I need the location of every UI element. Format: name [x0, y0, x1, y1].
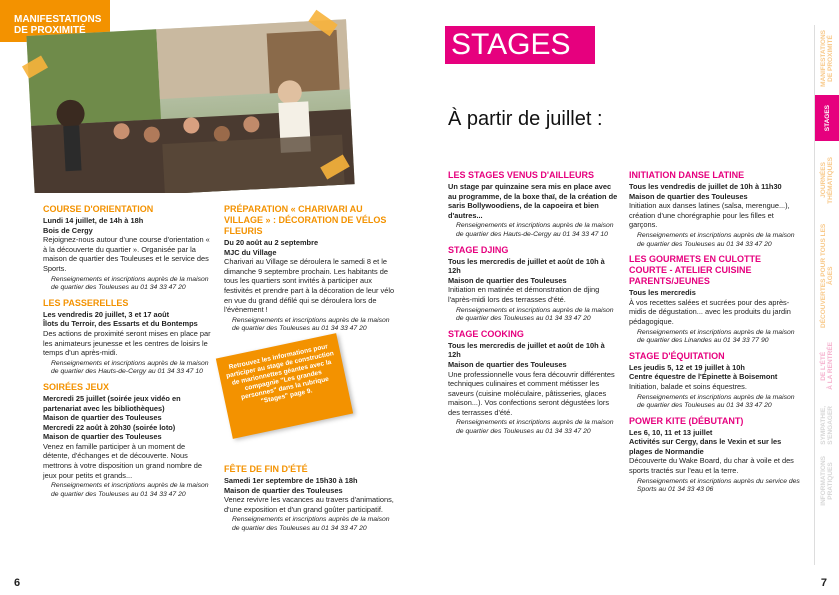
sidebar-tab[interactable]	[815, 455, 839, 506]
event-contact-note: Renseignements et inscriptions auprès de la maison de quartier des Touleuses au 01 34 33 47 20	[232, 316, 390, 333]
section-tag-line2: DE PROXIMITÉ	[14, 25, 86, 36]
event-block	[448, 329, 618, 437]
event-description: Des actions de proximité seront mises en place par les animateurs jeunesse et les centres de loisirs le temps d'un après-midi.	[43, 328, 211, 358]
event-detail: Les jeudis 5, 12 et 19 juillet à 10h	[629, 362, 745, 372]
event-description: Venez revivre les vacances au travers d'animations, d'une exposition et d'un grand goûter participatif.	[224, 495, 394, 514]
event-detail: Tous les mercredis de juillet et août de 10h à 12h	[448, 256, 605, 276]
sidebar-tab[interactable]	[815, 335, 839, 396]
sidebar-tab[interactable]	[815, 95, 839, 141]
sidebar-tab-label: DE L'ÉTÉ À LA RENTRÉE	[820, 341, 834, 390]
event-description: Charivari au Village se déroulera le samedi 8 et le dimanche 9 septembre prochain. Les habitants de tous les quartiers sont invités à participer aux festivités et prendre part à la décoration de leur vélo en vue du grand défilé qui se déroulera lors de l'évènement !	[224, 257, 395, 315]
event-detail: Tous les mercredis	[629, 288, 696, 298]
event-contact-note: Renseignements et inscriptions auprès de la maison de quartier des Touleuses au 01 34 33 47 20	[51, 275, 209, 292]
event-contact-note: Renseignements et inscriptions auprès de la maison de quartier des Touleuses au 01 34 33 47 20	[232, 516, 390, 532]
event-contact-note: Renseignements et inscriptions auprès de la maison de quartier des Touleuses au 01 34 33 47 20	[456, 306, 614, 323]
sidebar-tab-label: SYMPATHIE, S'ENGAGER	[820, 406, 834, 445]
event-description: À vos recettes salées et sucrées pour des après-midis de dégustation... avec les produits du jardin pédagogique.	[629, 297, 791, 326]
event-description: Initiation aux danses latines (salsa, merengue...), création d'une chorégraphie pour les filles et garçons.	[629, 201, 790, 230]
sidebar-tab-label: DÉCOUVERTES POUR TOUS LES ÂGES	[820, 223, 834, 328]
right-column-1	[448, 170, 618, 442]
event-contact-note: Renseignements et inscriptions auprès de la maison de quartier des Touleuses au 01 34 33 47 20	[51, 482, 209, 498]
event-detail: Les vendredis 20 juillet, 3 et 17 août	[43, 309, 170, 319]
event-title: STAGE COOKING	[448, 328, 524, 339]
event-block	[43, 298, 211, 377]
page-number: 7	[820, 577, 827, 589]
event-title: INITIATION DANSE LATINE	[629, 170, 745, 180]
event-description: Découverte du Wake Board, du char à voile et des sports tractés sur l'eau et la terre.	[629, 456, 794, 476]
event-title: FÊTE DE FIN D'ÉTÉ	[224, 463, 308, 474]
event-detail: Tous les mercredis de juillet et août de 10h à 12h	[448, 340, 605, 360]
sidebar-tab[interactable]	[815, 220, 839, 331]
event-detail: Centre équestre de l'Épinette à Boisemont	[629, 372, 778, 382]
event-contact-note: Renseignements et inscriptions auprès du service des Sports au 01 34 33 43 06	[637, 477, 800, 494]
sidebar-tab-label: JOURNÉES THÉMATIQUES	[820, 157, 834, 204]
event-contact-note: Renseignements et inscriptions auprès de la maison de quartier des Hauts-de-Cergy au 01 34 33 47 10	[456, 222, 614, 238]
event-detail: Maison de quartier des Touleuses	[629, 191, 748, 201]
left-column-1	[43, 204, 211, 504]
event-contact-note: Renseignements et inscriptions auprès de la maison de quartier des Hauts-de-Cergy au 01 34 33 47 10	[51, 359, 209, 376]
event-title: LES PASSERELLES	[43, 297, 129, 308]
sidebar-tab[interactable]	[815, 145, 839, 216]
sidebar-tab-label: STAGES	[823, 104, 831, 132]
event-detail: MJC du Village	[224, 247, 277, 257]
event-block	[629, 416, 801, 495]
event-detail: Un stage par quinzaine sera mis en place avec au programme, de la boxe thaï, de la création de saris Bollywoodiens, de la capoeira et bien d'autres...	[448, 182, 618, 220]
event-detail: Maison de quartier des Touleuses	[43, 413, 162, 423]
section-tag-line1: MANIFESTATIONS	[14, 14, 102, 25]
event-title: LES STAGES VENUS D'AILLEURS	[448, 170, 594, 180]
event-block	[448, 170, 618, 240]
event-detail: Îlots du Terroir, des Essarts et du Bontemps	[43, 319, 198, 329]
event-detail: Bois de Cergy	[43, 225, 93, 235]
event-description: Une professionnelle vous fera découvrir différentes techniques culinaires et comment métisser les saveurs (cuisine moléculaire, pâtisseries, glaces maison...). Vos confections seront dégustées lors des terrasses d'été.	[448, 369, 615, 417]
sidebar-tab[interactable]	[815, 400, 839, 451]
event-block	[448, 245, 618, 324]
event-description: Initiation en matinée et démonstration de djing l'après-midi lors des terrasses d'été.	[448, 285, 600, 304]
event-block	[224, 464, 396, 534]
sidebar-tab[interactable]	[815, 25, 839, 91]
event-detail: Activités sur Cergy, dans le Vexin et sur les plages de Normandie	[629, 437, 782, 456]
page-title: STAGES	[445, 26, 595, 64]
event-contact-note: Renseignements et inscriptions auprès de la maison de quartier des Linandes au 01 34 33 77 90	[637, 328, 795, 345]
event-title: PRÉPARATION « CHARIVARI AU VILLAGE » : DÉCORATION DE VÉLOS FLEURIS	[224, 204, 387, 236]
event-photo	[10, 8, 355, 193]
event-description: Venez en famille participer à un moment de détente, d'échanges et de découverte. Nous mettrons à votre disposition un grand nombre de jeux pour petits et grands...	[43, 441, 202, 480]
event-detail: Maison de quartier des Touleuses	[224, 485, 343, 495]
event-detail: Mercredi 25 juillet (soirée jeux vidéo en partenariat avec les bibliothèques)	[43, 393, 181, 413]
event-contact-note: Renseignements et inscriptions auprès de la maison de quartier des Touleuses au 01 34 33 47 20	[456, 419, 614, 436]
event-detail: Maison de quartier des Touleuses	[43, 432, 162, 442]
event-block	[629, 351, 801, 411]
event-block	[224, 204, 396, 334]
event-detail: Maison de quartier des Touleuses	[448, 275, 567, 285]
event-description: Rejoignez-nous autour d'une course d'orientation « à la découverte du quartier ». Organisée par la maison de quartier des Touleuses et le service des Sports.	[43, 235, 210, 273]
sticky-note-text: Retrouvez les informations pour participer au stage de construction de marionnettes géantes avec la compagnie "Les grandes personnes" dans la rubrique "Stages" page 9.	[225, 343, 335, 406]
sidebar-tab-label: MANIFESTATIONS DE PROXIMITÉ	[820, 29, 834, 87]
subtitle: À partir de juillet :	[448, 108, 603, 130]
event-detail: Maison de quartier des Touleuses	[448, 359, 567, 369]
right-page	[420, 0, 839, 595]
event-detail: Samedi 1er septembre de 15h30 à 18h	[224, 475, 358, 485]
event-title: STAGE D'ÉQUITATION	[629, 350, 725, 361]
event-title: POWER KITE (DÉBUTANT)	[629, 415, 744, 426]
event-title: COURSE D'ORIENTATION	[43, 204, 154, 214]
page-number: 6	[14, 577, 21, 589]
section-sidebar	[815, 25, 839, 565]
event-block	[629, 170, 801, 249]
event-detail: Tous les vendredis de juillet de 10h à 11h30	[629, 182, 782, 191]
event-contact-note: Renseignements et inscriptions auprès de la maison de quartier des Touleuses au 01 34 33 47 20	[637, 231, 795, 248]
event-block	[629, 254, 801, 346]
event-detail: Les 6, 10, 11 et 13 juillet	[629, 427, 713, 437]
right-column-2	[629, 170, 801, 500]
event-title: STAGE DJING	[448, 244, 509, 255]
event-detail: Du 20 août au 2 septembre	[224, 238, 319, 247]
event-description: Initiation, balade et soins équestres.	[629, 381, 747, 391]
event-block	[43, 382, 211, 500]
sidebar-tab-label: INFORMATIONS PRATIQUES	[820, 455, 834, 506]
event-title: SOIRÉES JEUX	[43, 381, 110, 392]
event-title: LES GOURMETS EN CULOTTE COURTE - ATELIER CUISINE PARENTS/JEUNES	[629, 254, 762, 287]
event-detail: Mercredi 22 août à 20h30 (soirée loto)	[43, 422, 176, 432]
event-detail: Lundi 14 juillet, de 14h à 18h	[43, 216, 144, 225]
event-contact-note: Renseignements et inscriptions auprès de la maison de quartier des Touleuses au 01 34 33 47 20	[637, 393, 795, 410]
event-block	[43, 204, 211, 293]
